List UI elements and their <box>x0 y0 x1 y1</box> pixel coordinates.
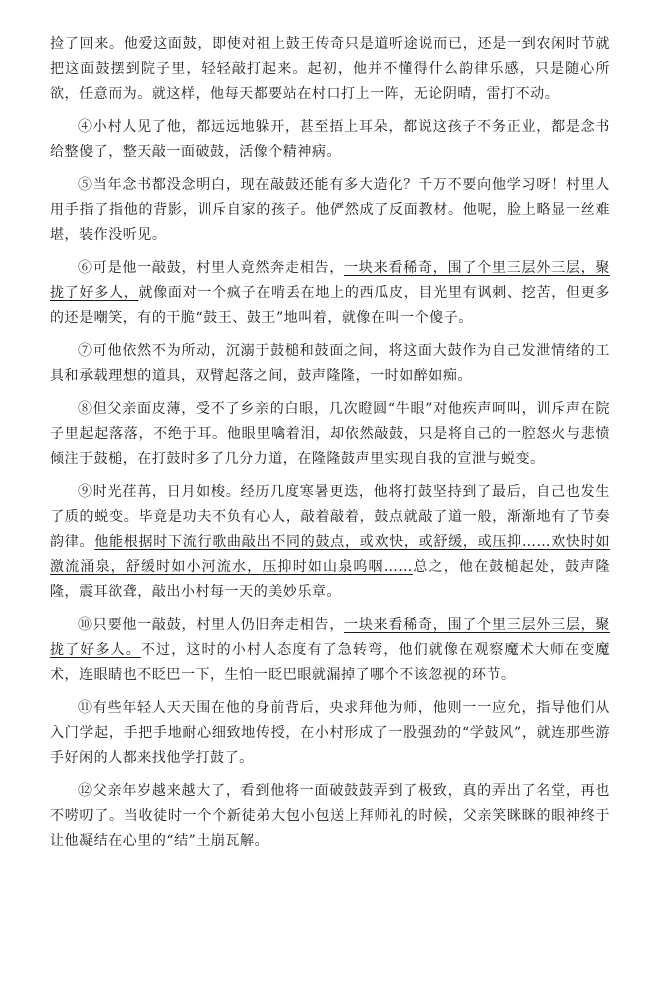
paragraph-text: ⑥可是他一敲鼓，村里人竟然奔走相告， <box>78 260 345 276</box>
paragraph-text: ⑩只要他一敲鼓，村里人仍旧奔走相告， <box>78 617 345 633</box>
paragraph-7 <box>50 339 610 389</box>
paragraph-text: ⑫父亲年岁越来越大了，看到他将一面破鼓鼓弄到了极致，真的弄出了名堂，再也不唠叨了。当收徒时一个个新徒弟大包小包送上拜师礼的时候，父亲笑眯眯的眼神终于让他凝结在心里的“结”土崩瓦解。 <box>50 783 610 849</box>
underlined-sentence: 一块来看稀奇，围了个里三层外三层，聚拢了好多人， <box>50 260 610 301</box>
paragraph-11 <box>50 696 610 771</box>
paragraph-text: ⑧但父亲面皮薄，受不了乡亲的白眼，几次瞪圆“牛眼”对他疾声呵叫，训斥声在院子里起起落落，不绝于耳。他眼里噙着泪，却依然敲鼓，只是将自己的一腔怒火与悲愤倾注于鼓槌，在打鼓时多了几分力道，在隆隆鼓声里实现自我的宣泄与蜕变。 <box>50 401 610 467</box>
underlined-sentence: 一块来看稀奇，围了个里三层外三层，聚拢了好多人。 <box>50 617 610 658</box>
paragraph-8 <box>50 397 610 472</box>
paragraph-10 <box>50 613 610 688</box>
paragraph-5 <box>50 173 610 248</box>
underlined-sentence: 他能根据时下流行歌曲敲出不同的鼓点，或欢快，或舒缓，或压抑……欢快时如激流涌泉，舒缓时如小河流水，压抑时如山泉呜咽…… <box>50 534 611 575</box>
paragraph-4 <box>50 115 610 165</box>
paragraph-0 <box>50 32 610 107</box>
paragraph-text: 捡了回来。他爱这面鼓，即使对祖上鼓王传奇只是道听途说而已，还是一到农闲时节就把这面鼓摆到院子里，轻轻敲打起来。起初，他并不懂得什么韵律乐感，只是随心所欲，任意而为。就这样，他每天都要站在村口打上一阵，无论阴晴，雷打不动。 <box>50 36 610 102</box>
document-page <box>50 32 610 862</box>
paragraph-text: ⑨时光荏苒，日月如梭。经历几度寒暑更迭，他将打鼓坚持到了最后，自己也发生了质的蜕变。毕竟是功夫不负有心人，敲着敲着，鼓点就敲了道一般，渐渐地有了节奏韵律。 <box>50 484 610 550</box>
paragraph-text: 就像面对一个疯子在啃丢在地上的西瓜皮，目光里有讽刺、挖苦，但更多的还是嘲笑，有的干脆“鼓王、鼓王”地叫着，就像在叫一个傻子。 <box>50 285 610 326</box>
paragraph-12 <box>50 779 610 854</box>
paragraph-9 <box>50 480 610 605</box>
paragraph-text: 不过，这时的小村人态度有了急转弯，他们就像在观察魔术大师在变魔术，连眼睛也不眨巴一下，生怕一眨巴眼就漏掉了哪个不该忽视的环节。 <box>50 642 610 683</box>
paragraph-text: ⑦可他依然不为所动，沉溺于鼓槌和鼓面之间，将这面大鼓作为自己发泄情绪的工具和承载理想的道具，双臂起落之间，鼓声隆隆，一时如醉如痴。 <box>50 343 610 384</box>
paragraph-text: ④小村人见了他，都远远地躲开，甚至捂上耳朵，都说这孩子不务正业，都是念书给整傻了，整天敲一面破鼓，活像个精神病。 <box>50 119 610 160</box>
paragraph-text: ⑤当年念书都没念明白，现在敲鼓还能有多大造化？千万不要向他学习呀！村里人用手指了指他的背影，训斥自家的孩子。他俨然成了反面教材。他呢，脸上略显一丝难堪，装作没听见。 <box>50 177 610 243</box>
paragraph-6 <box>50 256 610 331</box>
paragraph-text: 总之，他在鼓槌起处，鼓声隆隆，震耳欲聋，敲出小村每一天的美妙乐章。 <box>50 559 610 600</box>
paragraph-text: ⑪有些年轻人天天围在他的身前背后，央求拜他为师，他则一一应允，指导他们从入门学起，手把手地耐心细致地传授，在小村形成了一股强劲的“学鼓风”，就连那些游手好闲的人都来找他学打鼓了。 <box>50 700 610 766</box>
